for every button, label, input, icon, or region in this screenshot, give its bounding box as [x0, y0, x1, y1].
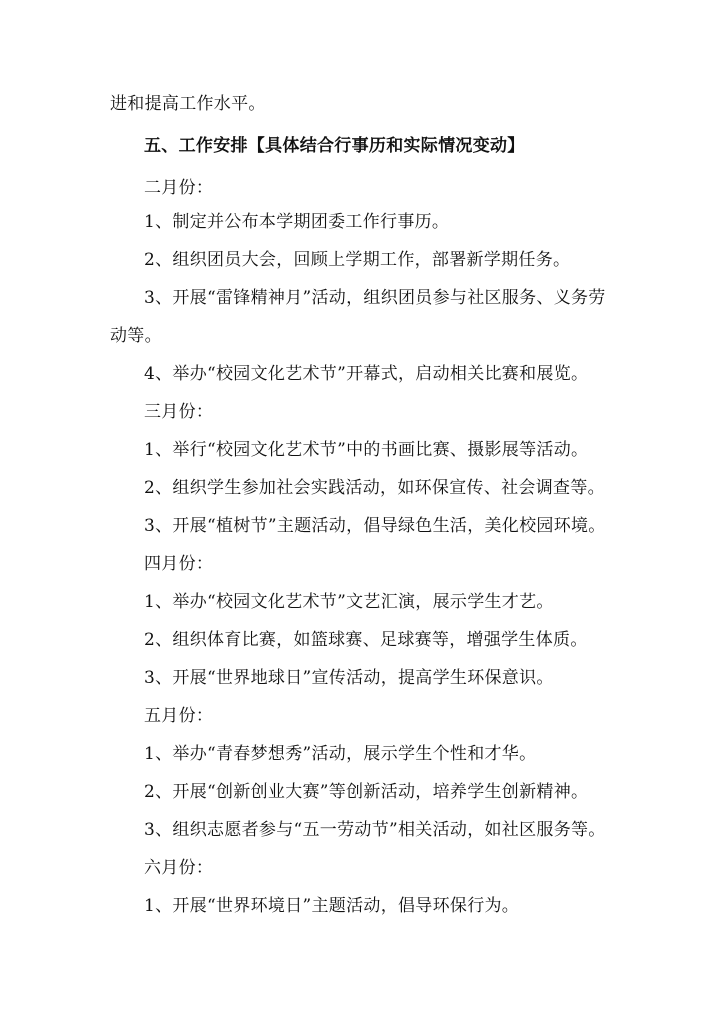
month-heading-march: 三月份：: [144, 402, 214, 422]
month-heading-april: 四月份：: [144, 554, 214, 574]
list-item: 3、组织志愿者参与“五一劳动节”相关活动，如社区服务等。: [144, 820, 606, 840]
list-item: 1、举行“校园文化艺术节”中的书画比赛、摄影展等活动。: [144, 440, 589, 460]
month-heading-june: 六月份：: [144, 858, 214, 878]
list-item: 3、开展“雷锋精神月”活动，组织团员参与社区服务、义务劳: [144, 288, 606, 308]
list-item: 2、开展“创新创业大赛”等创新活动，培养学生创新精神。: [144, 782, 589, 802]
list-item: 3、开展“世界地球日”宣传活动，提高学生环保意识。: [144, 668, 554, 688]
list-item: 1、举办“青春梦想秀”活动，展示学生个性和才华。: [144, 744, 537, 764]
list-item: 2、组织团员大会，回顾上学期工作，部署新学期任务。: [144, 250, 571, 270]
list-item: 1、举办“校园文化艺术节”文艺汇演，展示学生才艺。: [144, 592, 554, 612]
list-item: 2、组织学生参加社会实践活动，如环保宣传、社会调查等。: [144, 478, 605, 498]
list-item: 4、举办“校园文化艺术节”开幕式，启动相关比赛和展览。: [144, 364, 589, 384]
list-item: 2、组织体育比赛，如篮球赛、足球赛等，增强学生体质。: [144, 630, 588, 650]
month-heading-may: 五月份：: [144, 706, 214, 726]
paragraph-continuation: 进和提高工作水平。: [110, 94, 266, 114]
list-item-continuation: 动等。: [110, 326, 162, 346]
section-heading: 五、工作安排【具体结合行事历和实际情况变动】: [144, 136, 525, 156]
list-item: 1、开展“世界环境日”主题活动，倡导环保行为。: [144, 896, 520, 916]
month-heading-february: 二月份：: [144, 178, 214, 198]
list-item: 3、开展“植树节”主题活动，倡导绿色生活，美化校园环境。: [144, 516, 606, 536]
list-item: 1、制定并公布本学期团委工作行事历。: [144, 212, 450, 232]
